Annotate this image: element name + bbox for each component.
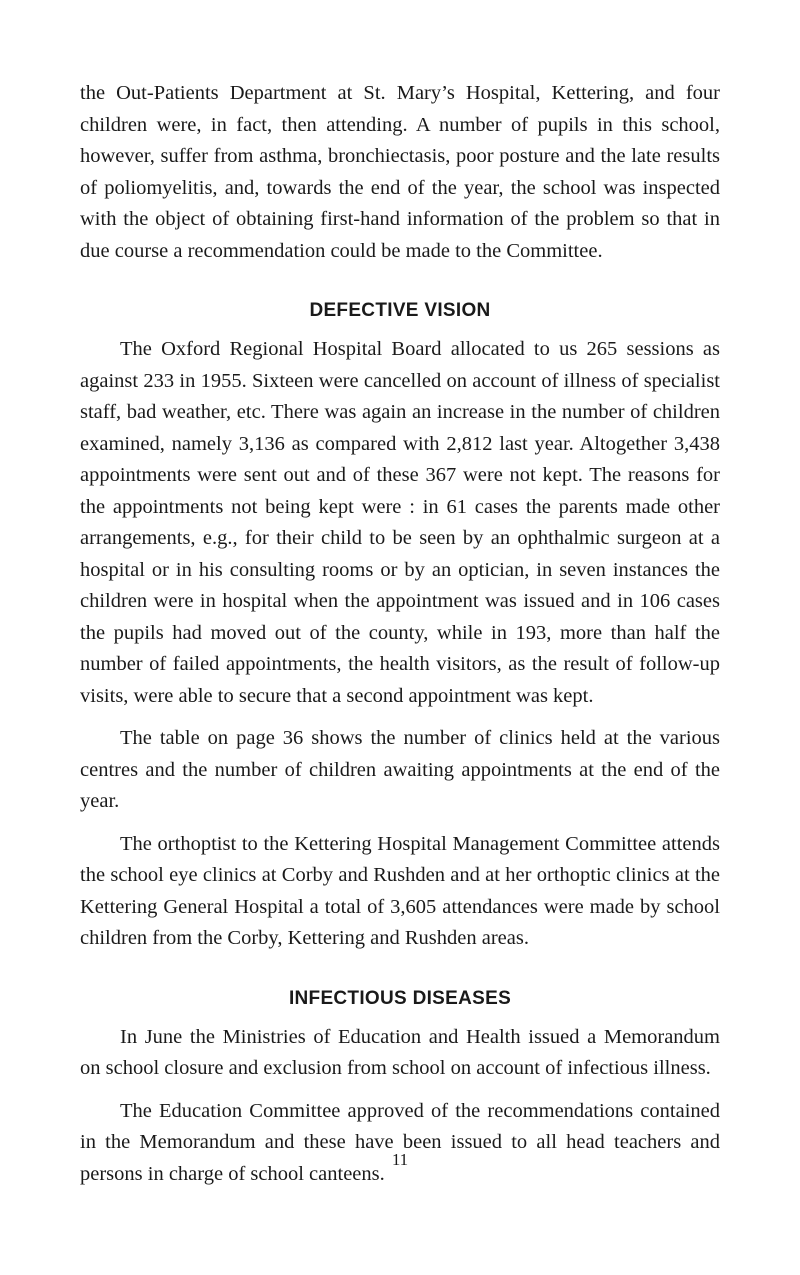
defective-vision-heading: DEFECTIVE VISION — [309, 300, 491, 321]
defective-vision-paragraph-3: The orthoptist to the Kettering Hospital Management Committee attends the school eye clinics at Corby and Rushden and at her orthoptic clinics at the Kettering General Hospital a total of 3,605 attendances were made by school children from the Corby, Kettering and Rushden areas. — [80, 832, 720, 949]
intro-paragraph: the Out-Patients Department at St. Mary’s Hospital, Kettering, and four children were, in fact, then attending. A number of pupils in this school, however, suffer from asthma, bronchiectasis, poor posture and the late results of poliomyelitis, and, towards the end of the year, the school was inspected with the object of obtaining first-hand information of the problem so that in due course a recommendation could be made to the Committee. — [80, 82, 720, 262]
document-page — [80, 78, 720, 1190]
infectious-diseases-paragraph-1: In June the Ministries of Education and Health issued a Memorandum on school closure and exclusion from school on account of infectious illness. — [80, 1025, 720, 1079]
defective-vision-paragraph-2: The table on page 36 shows the number of clinics held at the various centres and the number of children awaiting appointments at the end of the year. — [80, 727, 720, 812]
infectious-diseases-paragraph-2: The Education Committee approved of the recommendations contained in the Memorandum and these have been issued to all head teachers and persons in charge of school canteens. — [80, 1099, 720, 1185]
infectious-diseases-heading: INFECTIOUS DISEASES — [288, 987, 512, 1009]
defective-vision-paragraph-1: The Oxford Regional Hospital Board allocated to us 265 sessions as against 233 in 1955. Sixteen were cancelled on account of illness of specialist staff, bad weather, etc. There was again an increase in the number of children examined, namely 3,136 as compared with 2,812 last year. Altogether 3,438 appointments were sent out and of these 367 were not kept. The reasons for the appointments not being kept were : in 61 cases the parents made other arrangements, e.g., for their child to be seen by an ophthalmic surgeon at a hospital or in his consulting rooms or by an optician, in seven instances the children were in hospital when the appointment was issued and in 106 cases the pupils had moved out of the county, while in 193, more than half the number of failed appointments, the health visitors, as the result of follow-up visits, were able to secure that a second appointment was kept. — [80, 338, 720, 707]
page-number: 11 — [391, 1150, 409, 1169]
